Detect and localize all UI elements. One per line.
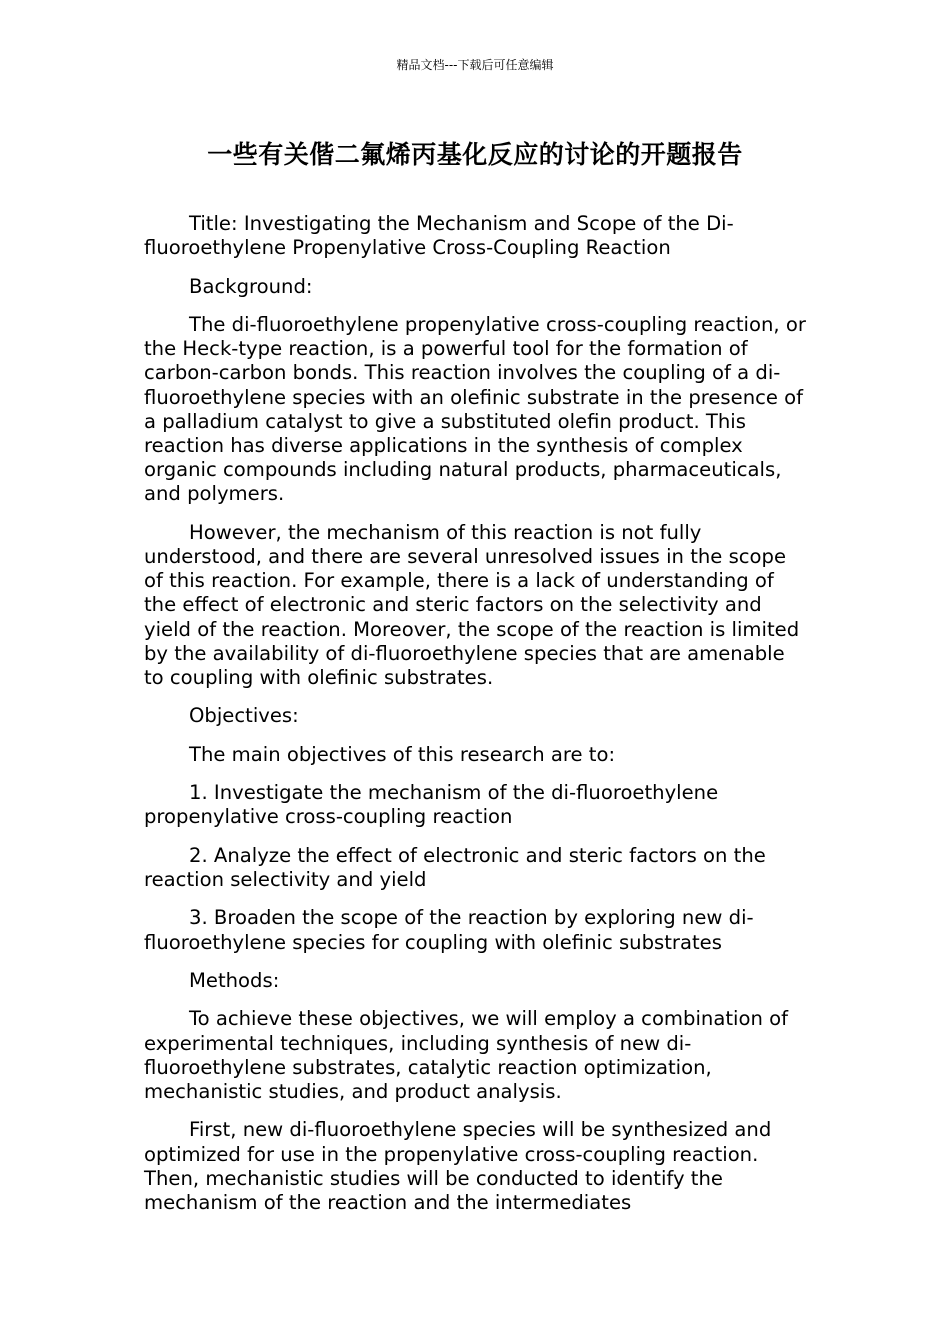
paragraph-methods: To achieve these objectives, we will employ a combination of experimental techniques, including synthesis of new di-fluoroethylene substrates, catalytic reaction optimization, mechanistic studies, and product analysis. (144, 1007, 788, 1103)
objective-item-2: 2. Analyze the effect of electronic and steric factors on the reaction selectivity and yield (144, 843, 766, 891)
paragraph-objectives-intro: The main objectives of this research are to: (189, 742, 616, 766)
objective-item-3: 3. Broaden the scope of the reaction by exploring new di-fluoroethylene species for coupling with olefinic substrates (144, 906, 754, 954)
paragraph-methods-first: First, new di-fluoroethylene species will be synthesized and optimized for use in the propenylative cross-coupling reaction. Then, mechanistic studies will be conducted to identify the mechanism of the reaction and the intermediates (144, 1118, 772, 1214)
section-heading-objectives: Objectives: (189, 704, 299, 728)
paragraph-background: The di-fluoroethylene propenylative cross-coupling reaction, or the Heck-type reaction, is a powerful tool for the formation of carbon-carbon bonds. This reaction involves the coupling of a di-fluoroethylene species with an olefinic substrate in the presence of a palladium catalyst to give a substituted olefin product. This reaction has diverse applications in the synthesis of complex organic compounds including natural products, pharmaceuticals, and polymers. (144, 312, 806, 506)
paragraph-mechanism-issues: However, the mechanism of this reaction is not fully understood, and there are several unresolved issues in the scope of this reaction. For example, there is a lack of understanding of the effect of electronic and steric factors on the selectivity and yield of the reaction. Moreover, the scope of the reaction is limited by the availability of di-fluoroethylene species that are amenable to coupling with olefinic substrates. (144, 520, 800, 690)
document-body (144, 212, 810, 1229)
paragraph-title-line: Title: Investigating the Mechanism and Scope of the Di-fluoroethylene Propenylative Cross-Coupling Reaction (144, 212, 734, 260)
document-title: 一些有关偕二氟烯丙基化反应的讨论的开题报告 (207, 140, 743, 169)
page-header-watermark: 精品文档---下载后可任意编辑 (396, 58, 554, 72)
objective-item-1: 1. Investigate the mechanism of the di-fluoroethylene propenylative cross-coupling reaction (144, 781, 719, 829)
section-heading-background: Background: (189, 274, 313, 298)
section-heading-methods: Methods: (189, 968, 280, 992)
